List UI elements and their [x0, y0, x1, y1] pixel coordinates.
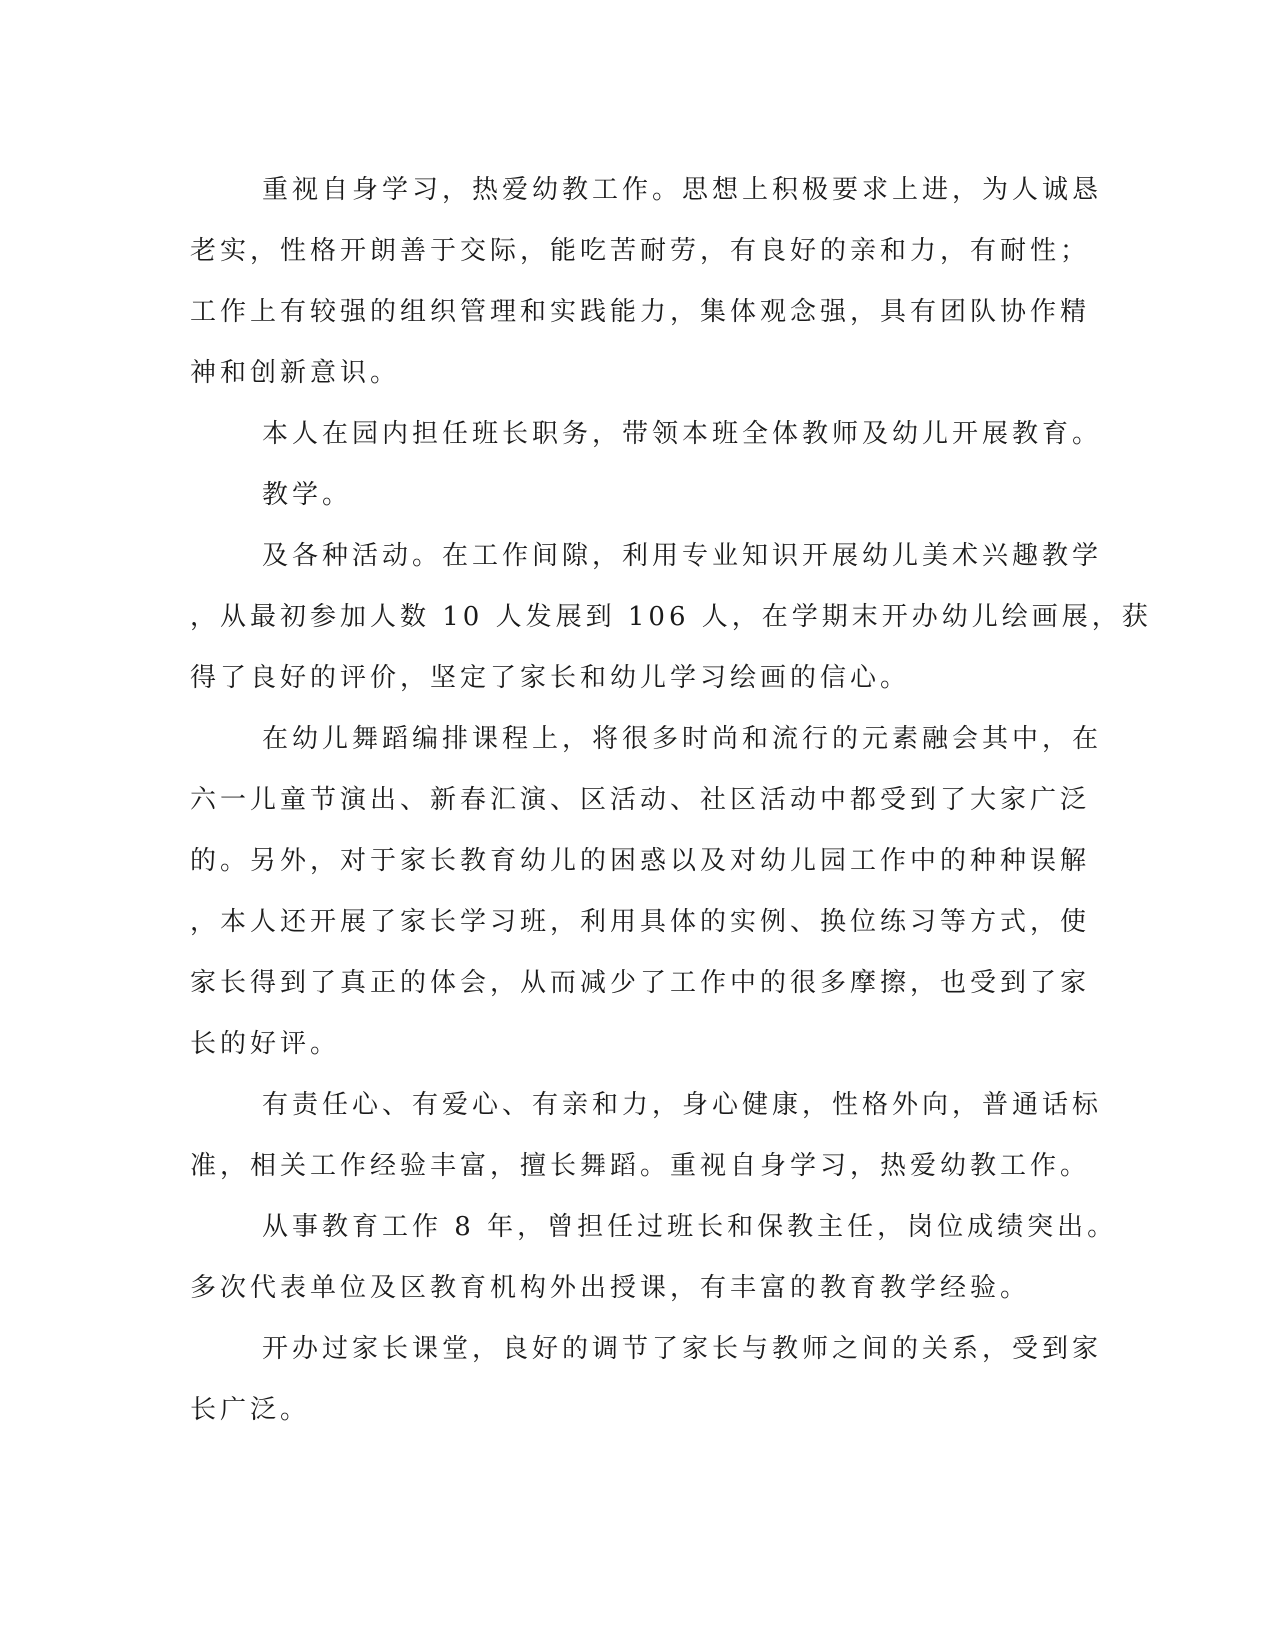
paragraph-line: 得了良好的评价，坚定了家长和幼儿学习绘画的信心。	[190, 663, 911, 693]
paragraph	[190, 1197, 1118, 1319]
paragraph-line: 从事教育工作 8 年，曾担任过班长和保教主任，岗位成绩突出。	[262, 1212, 1118, 1242]
paragraph-line: 有责任心、有爱心、有亲和力，身心健康，性格外向，普通话标	[262, 1090, 1103, 1120]
paragraph-line: ，本人还开展了家长学习班，利用具体的实例、换位练习等方式，使	[190, 907, 1091, 937]
paragraph	[190, 160, 1103, 404]
paragraph-line: 老实，性格开朗善于交际，能吃苦耐劳，有良好的亲和力，有耐性；	[190, 236, 1091, 266]
paragraph	[190, 1075, 1103, 1197]
paragraph	[190, 526, 1152, 709]
paragraph-line: ，从最初参加人数 10 人发展到 106 人，在学期末开办幼儿绘画展，获	[190, 602, 1152, 632]
paragraph-line: 六一儿童节演出、新春汇演、区活动、社区活动中都受到了大家广泛	[190, 785, 1091, 815]
paragraph	[190, 404, 1103, 465]
paragraph-line: 开办过家长课堂，良好的调节了家长与教师之间的关系，受到家	[262, 1334, 1103, 1364]
paragraph-line: 教学。	[262, 480, 353, 510]
paragraph-line: 的。另外，对于家长教育幼儿的困惑以及对幼儿园工作中的种种误解	[190, 846, 1091, 876]
paragraph-line: 在幼儿舞蹈编排课程上，将很多时尚和流行的元素融会其中，在	[262, 724, 1103, 754]
paragraph-line: 家长得到了真正的体会，从而减少了工作中的很多摩擦，也受到了家	[190, 968, 1091, 998]
paragraph-line: 神和创新意识。	[190, 358, 401, 388]
paragraph-line: 多次代表单位及区教育机构外出授课，有丰富的教育教学经验。	[190, 1273, 1031, 1303]
paragraph-line: 工作上有较强的组织管理和实践能力，集体观念强，具有团队协作精	[190, 297, 1091, 327]
paragraph-line: 长广泛。	[190, 1395, 311, 1425]
paragraph-line: 本人在园内担任班长职务，带领本班全体教师及幼儿开展教育。	[262, 419, 1103, 449]
paragraph-line: 重视自身学习，热爱幼教工作。思想上积极要求上进，为人诚恳	[262, 175, 1103, 205]
paragraph	[190, 465, 1070, 526]
paragraph	[190, 709, 1103, 1075]
paragraph	[190, 1319, 1103, 1441]
paragraph-line: 准，相关工作经验丰富，擅长舞蹈。重视自身学习，热爱幼教工作。	[190, 1151, 1091, 1181]
paragraph-line: 长的好评。	[190, 1029, 341, 1059]
document-body	[190, 160, 1152, 1441]
paragraph-line: 及各种活动。在工作间隙，利用专业知识开展幼儿美术兴趣教学	[262, 541, 1103, 571]
